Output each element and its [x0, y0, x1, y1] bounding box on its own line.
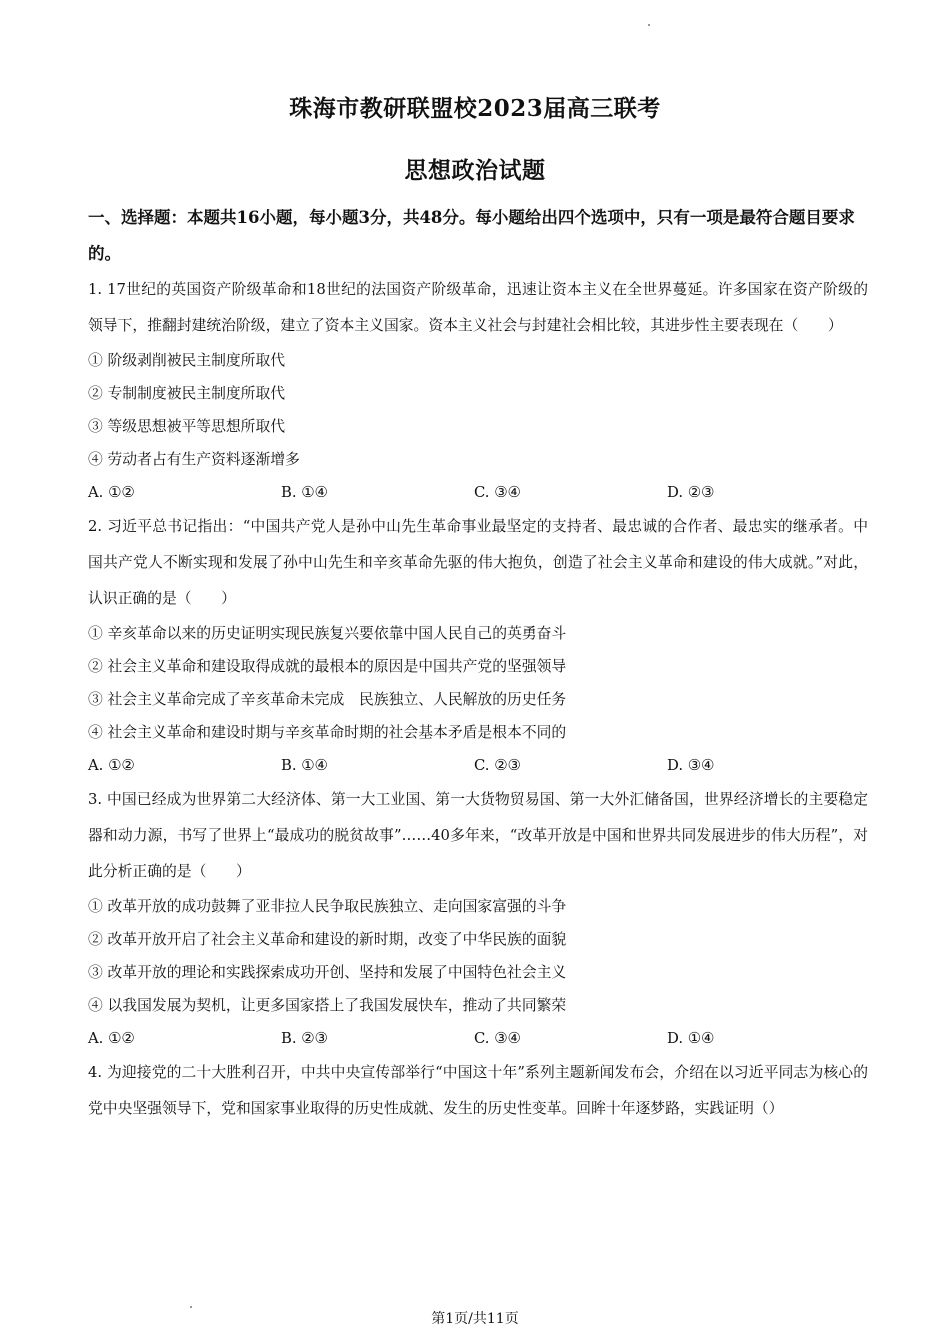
question-stem: 2. 习近平总书记指出：“中国共产党人是孙中山先生革命事业最坚定的支持者、最忠诚的合作者、最忠实的继承者。中国共产党人不断实现和发展了孙中山先生和辛亥革命先驱的伟大抱负，创造了社会主义革命和建设的伟大成就。”对此，认识正确的是（ ） — [88, 518, 868, 607]
exam-title: 珠海市教研联盟校2023届高三联考 — [289, 95, 661, 122]
answer-choices — [88, 1022, 868, 1055]
choice-d: D. ②③ — [667, 484, 715, 501]
question-stem: 1. 17世纪的英国资产阶级革命和18世纪的法国资产阶级革命，迅速让资本主义在全世界蔓延。许多国家在资产阶级的领导下，推翻封建统治阶级，建立了资本主义国家。资本主义社会与封建社会相比较，其进步性主要表现在（ ） — [88, 281, 868, 334]
question-2 — [88, 509, 868, 782]
choice-a: A. ①② — [88, 484, 135, 501]
choice-a: A. ①② — [88, 757, 135, 774]
statement-1: ① 辛亥革命以来的历史证明实现民族复兴要依靠中国人民自己的英勇奋斗 — [88, 625, 567, 642]
choice-b: B. ①④ — [281, 484, 328, 501]
statement-4: ④ 以我国发展为契机，让更多国家搭上了我国发展快车，推动了共同繁荣 — [88, 997, 567, 1014]
choice-b: B. ①④ — [281, 757, 328, 774]
choice-b: B. ②③ — [281, 1030, 328, 1047]
choice-c: C. ③④ — [474, 1030, 521, 1047]
statement-1: ① 改革开放的成功鼓舞了亚非拉人民争取民族独立、走向国家富强的斗争 — [88, 898, 567, 915]
statement-1: ① 阶级剥削被民主制度所取代 — [88, 352, 286, 369]
question-4 — [88, 1055, 868, 1127]
answer-choices — [88, 749, 868, 782]
choice-c: C. ②③ — [474, 757, 521, 774]
statement-3: ③ 社会主义革命完成了辛亥革命未完成 民族独立、人民解放的历史任务 — [88, 691, 567, 708]
statement-2: ② 社会主义革命和建设取得成就的最根本的原因是中国共产党的坚强领导 — [88, 658, 567, 675]
choice-a: A. ①② — [88, 1030, 135, 1047]
question-3 — [88, 782, 868, 1055]
statement-2: ② 专制制度被民主制度所取代 — [88, 385, 286, 402]
statement-4: ④ 劳动者占有生产资料逐渐增多 — [88, 451, 300, 468]
statement-2: ② 改革开放开启了社会主义革命和建设的新时期，改变了中华民族的面貌 — [88, 931, 567, 948]
question-1 — [88, 272, 868, 509]
exam-body — [88, 200, 868, 1127]
scan-speck — [648, 24, 650, 26]
answer-choices — [88, 476, 868, 509]
question-stem: 3. 中国已经成为世界第二大经济体、第一大工业国、第一大货物贸易国、第一大外汇储备国，世界经济增长的主要稳定器和动力源，书写了世界上“最成功的脱贫故事”……40多年来，“改革开放是中国和世界共同发展进步的伟大历程”，对此分析正确的是（ ） — [88, 791, 868, 880]
statement-3: ③ 改革开放的理论和实践探索成功开创、坚持和发展了中国特色社会主义 — [88, 964, 567, 981]
exam-subtitle: 思想政治试题 — [404, 157, 546, 184]
page-number: 第1页/共11页 — [431, 1311, 519, 1327]
choice-d: D. ①④ — [667, 1030, 715, 1047]
statement-3: ③ 等级思想被平等思想所取代 — [88, 418, 286, 435]
choice-d: D. ③④ — [667, 757, 715, 774]
choice-c: C. ③④ — [474, 484, 521, 501]
statement-4: ④ 社会主义革命和建设时期与辛亥革命时期的社会基本矛盾是根本不同的 — [88, 724, 567, 741]
section-heading: 一、选择题：本题共16小题，每小题3分，共48分。每小题给出四个选项中，只有一项是最符合题目要求的。 — [88, 208, 855, 263]
question-stem: 4. 为迎接党的二十大胜利召开，中共中央宣传部举行“中国这十年”系列主题新闻发布会，介绍在以习近平同志为核心的党中央坚强领导下，党和国家事业取得的历史性成就、发生的历史性变革。回眸十年逐梦路，实践证明（） — [88, 1064, 868, 1117]
